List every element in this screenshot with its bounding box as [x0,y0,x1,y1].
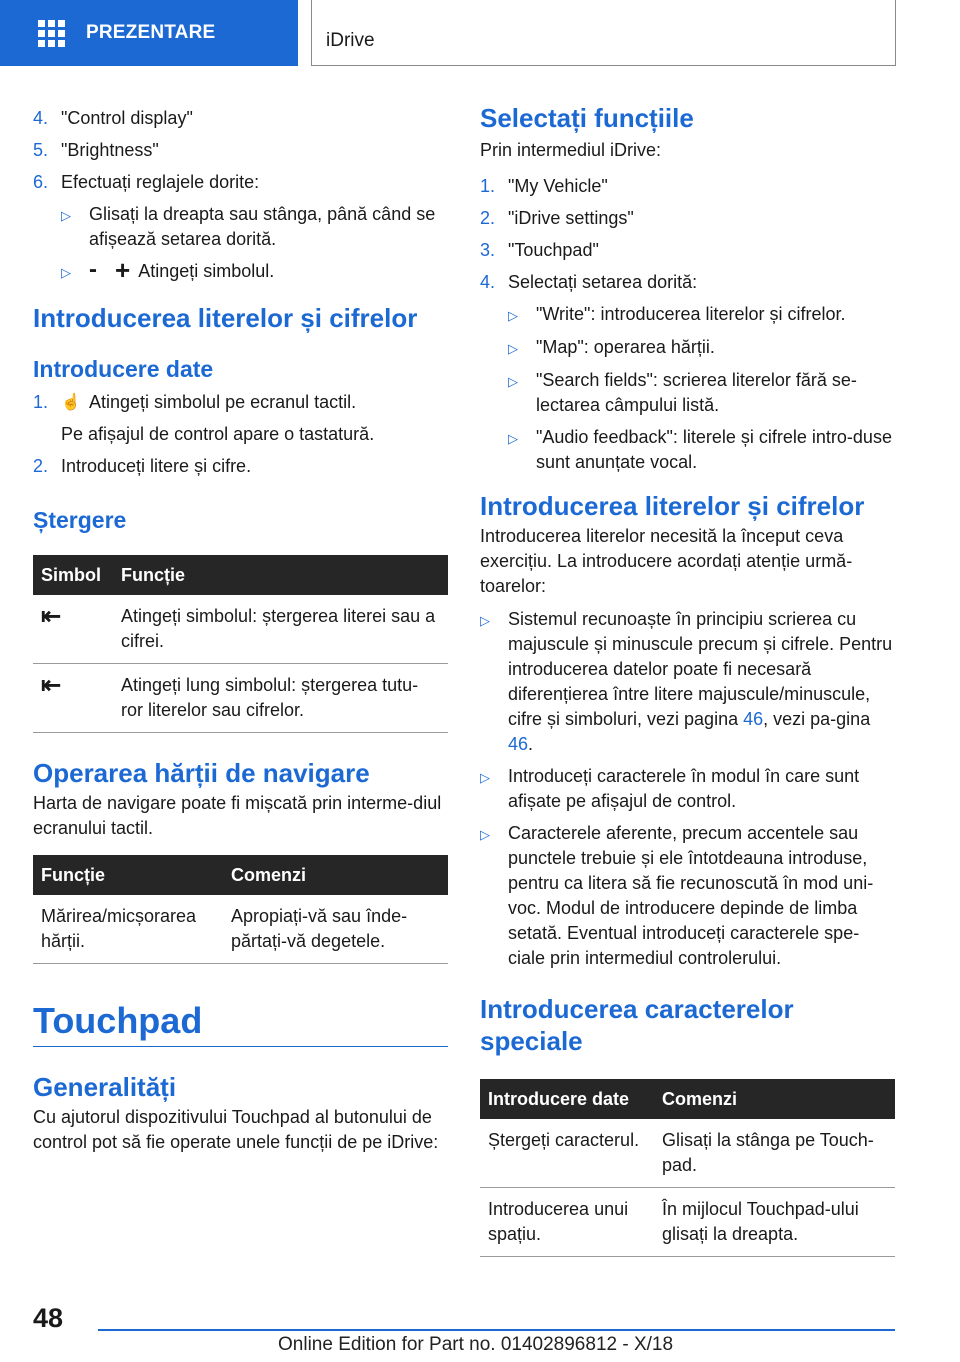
step-text: "Control display" [61,108,193,128]
table-cell: Apropiați-vă sau înde-părtați-vă degetele. [223,895,448,964]
bullet-item [480,764,895,814]
list-item [480,270,895,482]
sub-text: "Search fields": scrierea literelor fără se-lectarea câmpului listă. [536,370,857,415]
triangle-bullet-icon: ▷ [61,208,71,223]
sub-item [508,302,895,328]
sub-text: "Write": introducerea literelor și cifrelor. [536,304,846,324]
triangle-bullet-icon: ▷ [480,827,490,842]
triangle-bullet-icon: ▷ [508,374,518,389]
bullet-text-part: Sistemul recunoaște în principiu scrierea cu majuscule și minuscule precum și cifrele. Pentru introducerea datelor poate fi necesară diferențierea între litere majuscule/minuscule, cifre și simboluri, vezi pagina [508,609,893,729]
special-table [480,1079,895,1257]
step-text: Atingeți simbolul pe ecranul tactil. [89,392,357,412]
steps-list [33,106,448,292]
triangle-bullet-icon: ▷ [61,265,71,280]
subsection-heading: Ștergere [33,507,127,533]
step-number: 1. [480,176,496,196]
section-heading: Introducerea caracterelor speciale [480,994,794,1056]
step-text: "Touchpad" [508,240,599,260]
sub-text: Atingeți simbolul. [138,261,275,281]
section-heading: Introducerea literelor și cifrelor [480,491,865,521]
sub-text: "Map": operarea hărții. [536,337,715,357]
section-tab[interactable] [0,0,298,66]
list-item [33,390,448,447]
sub-item [508,335,895,361]
plus-icon: + [115,255,131,285]
subsection-heading: Introducere date [33,356,214,382]
list-item [480,238,895,263]
step-text: "My Vehicle" [508,176,608,196]
bullet-text-part: . [528,734,534,754]
section-heading: Selectați funcțiile [480,103,694,133]
list-item [33,106,448,131]
step-text: Efectuați reglajele dorite: [61,172,260,192]
step-number: 4. [33,108,49,128]
chapter-heading: Touchpad [33,1000,448,1047]
table-cell: Glisați la stânga pe Touch-pad. [654,1119,895,1188]
table-row [480,1188,895,1257]
table-row [33,895,448,964]
sub-text: "Audio feedback": literele și cifrele intro-duse sunt anunțate vocal. [536,427,892,472]
chapter-title: iDrive [326,30,375,51]
step-number: 6. [33,172,49,192]
section-heading: Generalități [33,1072,177,1102]
step-number: 1. [33,392,49,412]
table-header: Comenzi [223,855,448,895]
delete-table [33,555,448,733]
touch-hand-icon: ☝ [61,394,81,411]
step-text: "iDrive settings" [508,208,634,228]
sub-item [508,425,895,475]
section-tab-label: PREZENTARE [86,22,216,43]
list-item [33,454,448,479]
triangle-bullet-icon: ▷ [508,308,518,323]
sub-item [61,255,448,285]
table-cell: Mărirea/micșorarea hărții. [33,895,223,964]
table-cell: În mijlocul Touchpad-ului glisați la dreapta. [654,1188,895,1257]
page-link[interactable]: 46 [508,734,529,754]
sub-list [480,302,895,482]
footer-divider [98,1329,895,1331]
left-column [33,100,448,1155]
select-steps-list [480,174,895,482]
table-cell: Ștergeți caracterul. [480,1119,654,1188]
sub-text: Glisați la dreapta sau stânga, până când se afișează setarea dorită. [89,204,436,249]
bullet-text: Introduceți caracterele în modul în care sunt afișate pe afișajul de control. [508,766,860,811]
table-header: Simbol [33,555,113,595]
table-row [480,1119,895,1188]
bullet-text: Caracterele aferente, precum accentele sau punctele trebuie și ele întotdeauna introduse, pentru ca litera să fie recunoscută în mod uni-voc. Modul de introducere depinde de limba setată. Eventual introduceți caracterele spe-ciale prin intermediul controlerului. [508,823,874,968]
step-text: Selectați setarea dorită: [508,272,698,292]
paragraph: Introducerea literelor necesită la început ceva exercițiu. La introducere acordați atenție urmă-toarelor: [480,526,853,596]
section-heading: Introducerea literelor și cifrelor [33,303,418,333]
table-cell: Atingeți simbolul: ștergerea literei sau a cifrei. [113,595,448,664]
section-heading: Operarea hărții de navigare [33,758,370,788]
sub-item [508,368,895,418]
step-number: 5. [33,140,49,160]
edition-note: Online Edition for Part no. 01402896812 - X/18 [278,1334,674,1355]
step-text: "Brightness" [61,140,159,160]
step-note: Pe afișajul de control apare o tastatură. [61,424,375,444]
backspace-icon: ⇤ [33,595,113,664]
page-number: 48 [33,1303,64,1333]
letters-bullets [480,607,895,971]
step-number: 2. [33,456,49,476]
triangle-bullet-icon: ▷ [480,613,490,628]
bullet-item [480,821,895,971]
list-item [33,138,448,163]
paragraph: Harta de navigare poate fi mișcată prin interme-diul ecranului tactil. [33,793,442,838]
table-cell: Introducerea unui spațiu. [480,1188,654,1257]
bullet-text [508,607,895,757]
step-number: 3. [480,240,496,260]
bullet-text-part: , vezi pa-gina [763,709,871,729]
table-header: Funcție [33,855,223,895]
page-link[interactable]: 46 [743,709,764,729]
paragraph: Cu ajutorul dispozitivului Touchpad al butonului de control pot să fie operate unele funcții de pe iDrive: [33,1107,439,1152]
minus-icon: - [89,256,97,283]
triangle-bullet-icon: ▷ [508,341,518,356]
sub-list [33,202,448,292]
bullet-item [480,607,895,757]
table-row [33,595,448,664]
right-column [480,100,895,1257]
table-header: Comenzi [654,1079,895,1119]
table-row [33,664,448,733]
list-item [33,170,448,292]
table-header: Introducere date [480,1079,654,1119]
sub-item [61,202,448,252]
chapter-title-box [311,0,896,66]
map-table [33,855,448,964]
table-header: Funcție [113,555,448,595]
grid-menu-icon [38,20,65,47]
list-item [480,174,895,199]
paragraph: Prin intermediul iDrive: [480,140,662,160]
step-text: Introduceți litere și cifre. [61,456,252,476]
step-number: 4. [480,272,496,292]
triangle-bullet-icon: ▷ [508,431,518,446]
step-number: 2. [480,208,496,228]
triangle-bullet-icon: ▷ [480,770,490,785]
list-item [480,206,895,231]
backspace-icon: ⇤ [33,664,113,733]
table-cell: Atingeți lung simbolul: ștergerea tutu-ror literelor sau cifrelor. [113,664,448,733]
data-steps-list [33,390,448,479]
